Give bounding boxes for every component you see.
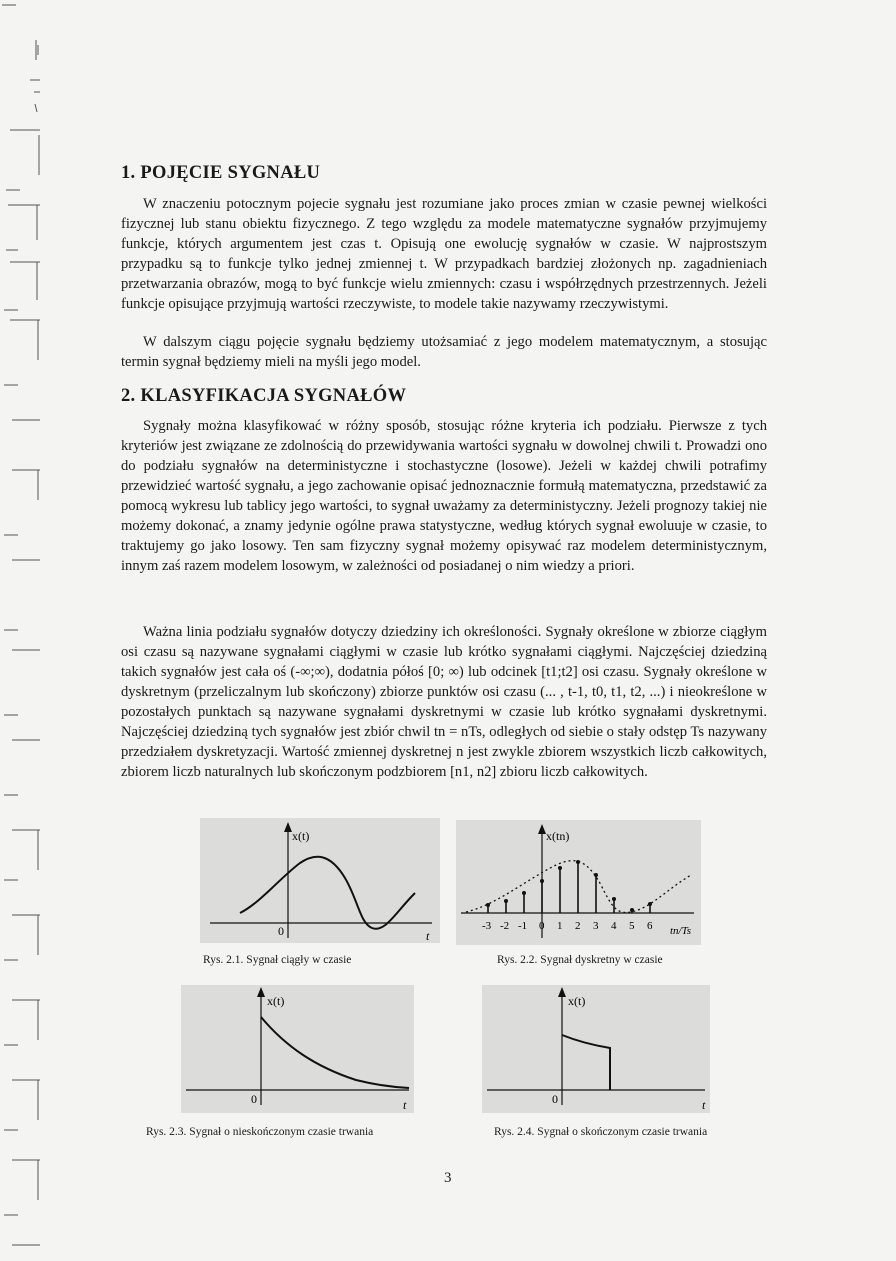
sample-point bbox=[630, 908, 634, 912]
sample-point bbox=[594, 873, 598, 877]
tick-label: 3 bbox=[593, 920, 599, 932]
sample-point bbox=[486, 903, 490, 907]
sample-point bbox=[576, 860, 580, 864]
sample-point bbox=[612, 897, 616, 901]
figure-discrete-signal bbox=[456, 820, 701, 945]
tick-label: 2 bbox=[575, 920, 581, 932]
tick-label: -3 bbox=[482, 920, 492, 932]
figure-3-caption: Rys. 2.3. Sygnał o nieskończonym czasie trwania bbox=[146, 1126, 374, 1138]
tick-label: 5 bbox=[629, 920, 635, 932]
figure-4-caption: Rys. 2.4. Sygnał o skończonym czasie trwania bbox=[494, 1126, 708, 1138]
origin-label: 0 bbox=[251, 1092, 257, 1106]
section-1-paragraph-2: W dalszym ciągu pojęcie sygnału będziemy utożsamiać z jego modelem matematycznym, a stosując termin sygnał będziemy mieli na myśli jego model. bbox=[121, 334, 767, 370]
x-axis-label: t bbox=[403, 1098, 407, 1112]
finite-signal-plot bbox=[482, 985, 710, 1113]
sample-point bbox=[522, 891, 526, 895]
x-axis-label: t bbox=[702, 1098, 706, 1112]
figure-2-caption: Rys. 2.2. Sygnał dyskretny w czasie bbox=[497, 954, 663, 966]
figure-1-caption: Rys. 2.1. Sygnał ciągły w czasie bbox=[203, 954, 352, 966]
section-2-heading: 2. KLASYFIKACJA SYGNAŁÓW bbox=[121, 386, 407, 406]
scan-margin-marks bbox=[0, 0, 40, 1261]
infinite-signal-plot bbox=[181, 985, 414, 1113]
y-axis-label: x(t) bbox=[568, 994, 586, 1008]
section-1-heading: 1. POJĘCIE SYGNAŁU bbox=[121, 163, 321, 183]
page-number: 3 bbox=[444, 1170, 452, 1186]
x-axis-label: tn/Ts bbox=[670, 925, 692, 937]
continuous-signal-plot bbox=[200, 818, 440, 943]
figure-continuous-signal bbox=[200, 818, 440, 943]
origin-label: 0 bbox=[552, 1092, 558, 1106]
sample-point bbox=[540, 879, 544, 883]
figure-infinite-signal bbox=[181, 985, 414, 1113]
y-axis-label: x(t) bbox=[292, 829, 310, 843]
y-axis-label: x(tn) bbox=[546, 829, 570, 843]
sample-point bbox=[558, 866, 562, 870]
x-axis-label: t bbox=[426, 929, 430, 943]
tick-label: 1 bbox=[557, 920, 563, 932]
tick-label: 0 bbox=[539, 920, 545, 932]
sample-point bbox=[504, 899, 508, 903]
discrete-signal-plot bbox=[456, 820, 701, 945]
tick-label: 6 bbox=[647, 920, 653, 932]
section-2-paragraph-2: Ważna linia podziału sygnałów dotyczy dziedziny ich określoności. Sygnały określone w zbiorze ciągłym osi czasu są nazywane sygnałami ciągłymi w czasie lub krótko sygnałami ciągłymi. Najczęściej dziedziną takich sygnałów jest cała oś (-∞;∞), dodatnia półoś [0; ∞) lub odcinek [t1;t2] osi czasu. Sygnały określone w dyskretnym (przeliczalnym lub skończony) zbiorze punktów osi czasu (... , t-1, t0, t1, t2, ...) i nieokreślone w pozostałych punktach są nazywane sygnałami dyskretnymi w czasie lub krótko sygnałami dyskretnymi. Najczęściej dziedziną tych sygnałów jest zbiór chwil tn = nTs, odległych od siebie o stały odstęp Ts nazywany przedziałem dyskretyzacji. Wartość zmiennej dyskretnej n jest zwykle zbiorem wszystkich liczb całkowitych, zbiorem liczb naturalnych lub skończonym podzbiorem [n1, n2] zbioru liczb całkowitych. bbox=[121, 624, 767, 780]
sample-point bbox=[648, 902, 652, 906]
section-1-paragraph-1: W znaczeniu potocznym pojecie sygnału jest rozumiane jako proces zmian w czasie pewnej wielkości fizycznej lub stanu obiektu fizycznego. Z tego względu za modele matematyczne sygnałów przyjmujemy funkcje, których argumentem jest czas t. Opisują one ewolucję sygnałów w czasie. W najprostszym przypadku są to funkcje tylko jednej zmiennej t. W przypadkach bardziej złożonych np. zagadnieniach przetwarzania obrazów, mogą to być funkcje wielu zmiennych: czasu i współrzędnych przestrzennych. Jeżeli funkcje opisujące przyjmują wartości rzeczywiste, to modele takie nazywamy rzeczywistymi. bbox=[121, 196, 767, 312]
tick-label: 4 bbox=[611, 920, 617, 932]
figure-finite-signal bbox=[482, 985, 710, 1113]
section-2-paragraph-1: Sygnały można klasyfikować w różny sposób, stosując różne kryteria ich podziału. Pierwsze z tych kryteriów jest związane ze zdolnością do przewidywania wartości sygnału w dowolnej chwili t. Prowadzi ono do podziału sygnałów na deterministyczne i stochastyczne (losowe). Jeżeli w każdej chwili potrafimy przewidzieć wartość sygnału, a jego zachowanie opisać jednoznacznie formułą matematyczna, przedstawić za pomocą wykresu lub tablicy jego wartości, to sygnał uważamy za deterministyczny. Jeżeli prognozy takiej nie możemy dokonać, a znamy jedynie ogólne prawa statystyczne, według których sygnał ewoluuje w czasie, to traktujemy go jako losowy. Ten sam fizyczny sygnał możemy opisywać raz modelem deterministycznym, innym zaś razem modelem losowym, w zależności od posiadanej o nim wiedzy a priori. bbox=[121, 418, 767, 574]
tick-label: -1 bbox=[518, 920, 528, 932]
tick-label: -2 bbox=[500, 920, 510, 932]
y-axis-label: x(t) bbox=[267, 994, 285, 1008]
origin-label: 0 bbox=[278, 924, 284, 938]
